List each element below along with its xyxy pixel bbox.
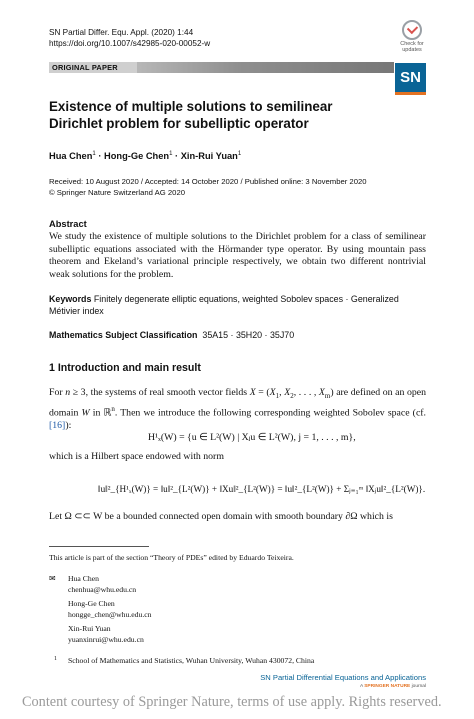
author-name[interactable]: Hong-Ge Chen xyxy=(104,151,170,162)
contact-name: Xin-Rui Yuan xyxy=(68,624,111,633)
author-affiliation-mark: 1 xyxy=(169,151,173,157)
article-title: Existence of multiple solutions to semilinear Dirichlet problem for subelliptic operator xyxy=(49,99,333,131)
check-for-updates-badge[interactable] xyxy=(395,20,429,60)
sn-logo: SN xyxy=(395,63,426,95)
journal-meta xyxy=(49,27,210,49)
msc-label: Mathematics Subject Classification xyxy=(49,330,198,340)
equation-sobolev-space: H¹ₓ(W) = {u ∈ L²(W) | Xⱼu ∈ L²(W), j = 1, . . . , m}, xyxy=(148,432,356,443)
corresponding-authors xyxy=(68,574,152,645)
original-paper-label: ORIGINAL PAPER xyxy=(49,62,137,73)
author-separator: · xyxy=(172,151,181,162)
author-separator: · xyxy=(95,151,104,162)
section-note: This article is part of the section “Theory of PDEs” edited by Eduardo Teixeira. xyxy=(49,553,294,562)
journal-citation: SN Partial Differ. Equ. Appl. (2020) 1:44 xyxy=(49,28,194,37)
citation-link[interactable]: [16] xyxy=(49,419,66,431)
keywords xyxy=(49,293,426,317)
envelope-icon: ✉ xyxy=(49,574,56,583)
check-updates-label: Check for updates xyxy=(400,41,424,53)
article-dates xyxy=(49,177,367,198)
doi-link[interactable]: https://doi.org/10.1007/s42985-020-00052-w xyxy=(49,39,211,48)
author-affiliation-mark: 1 xyxy=(92,151,96,157)
affiliation-number: 1 xyxy=(54,656,57,662)
footer-publisher: A SPRINGER NATURE journal xyxy=(359,684,426,689)
author-name[interactable]: Xin-Rui Yuan xyxy=(180,151,238,162)
msc-classification xyxy=(49,329,294,341)
check-updates-icon xyxy=(402,20,422,40)
contact-email[interactable]: chenhua@whu.edu.cn xyxy=(68,584,137,594)
abstract-text: We study the existence of multiple solutions to the Dirichlet problem for a class of semilinear subelliptic equations associated with the Hörmander type operator. By using mountain pass theorem and Ekeland’s variational principle respectively, we obtain two different nontrivial weak solutions for the problem. xyxy=(49,231,426,281)
contact-email[interactable]: yuanxinrui@whu.edu.cn xyxy=(68,634,144,644)
norm-intro-text: which is a Hilbert space endowed with norm xyxy=(49,451,224,462)
contact-name: Hua Chen xyxy=(68,574,99,583)
author-list xyxy=(49,148,241,162)
keywords-label: Keywords xyxy=(49,294,92,304)
author-name[interactable]: Hua Chen xyxy=(49,151,93,162)
footnote-divider xyxy=(49,546,149,547)
contact-name: Hong-Ge Chen xyxy=(68,599,115,608)
intro-paragraph: For n ≥ 3, the systems of real smooth vector fields $X = (X_1$, $X_2$, . . . , $X_m$) are defined on an open domain W in ℝ$^n$. Then we introduce the following corresponding weighted Sobolev space (cf. [16]): xyxy=(49,387,427,431)
contact-email[interactable]: hongge_chen@whu.edu.cn xyxy=(68,609,152,619)
section-heading: 1 Introduction and main result xyxy=(49,362,201,374)
affiliation: School of Mathematics and Statistics, Wuhan University, Wuhan 430072, China xyxy=(68,656,315,665)
keywords-text: Finitely degenerate elliptic equations, weighted Sobolev spaces · Generalized Métivier index xyxy=(49,294,399,316)
domain-paragraph: Let Ω ⊂⊂ W be a bounded connected open domain with smooth boundary ∂Ω which is xyxy=(49,511,393,522)
equation-norm: ‖u‖²_{H¹ₓ(W)} = ‖u‖²_{L²(W)} + ‖Xu‖²_{L²(W)} = ‖u‖²_{L²(W)} + Σⱼ₌₁ᵐ ‖Xⱼu‖²_{L²(W)}. xyxy=(98,484,426,494)
copyright-line: © Springer Nature Switzerland AG 2020 xyxy=(49,187,185,197)
history-dates: Received: 10 August 2020 / Accepted: 14 October 2020 / Published online: 3 November 2020 xyxy=(49,177,367,186)
msc-codes: 35A15 · 35H20 · 35J70 xyxy=(202,330,295,340)
footer-journal-name: SN Partial Differential Equations and Applications xyxy=(260,673,426,682)
courtesy-watermark: Content courtesy of Springer Nature, terms of use apply. Rights reserved. xyxy=(22,694,442,710)
author-affiliation-mark: 1 xyxy=(237,151,242,157)
abstract-heading: Abstract xyxy=(49,219,87,229)
